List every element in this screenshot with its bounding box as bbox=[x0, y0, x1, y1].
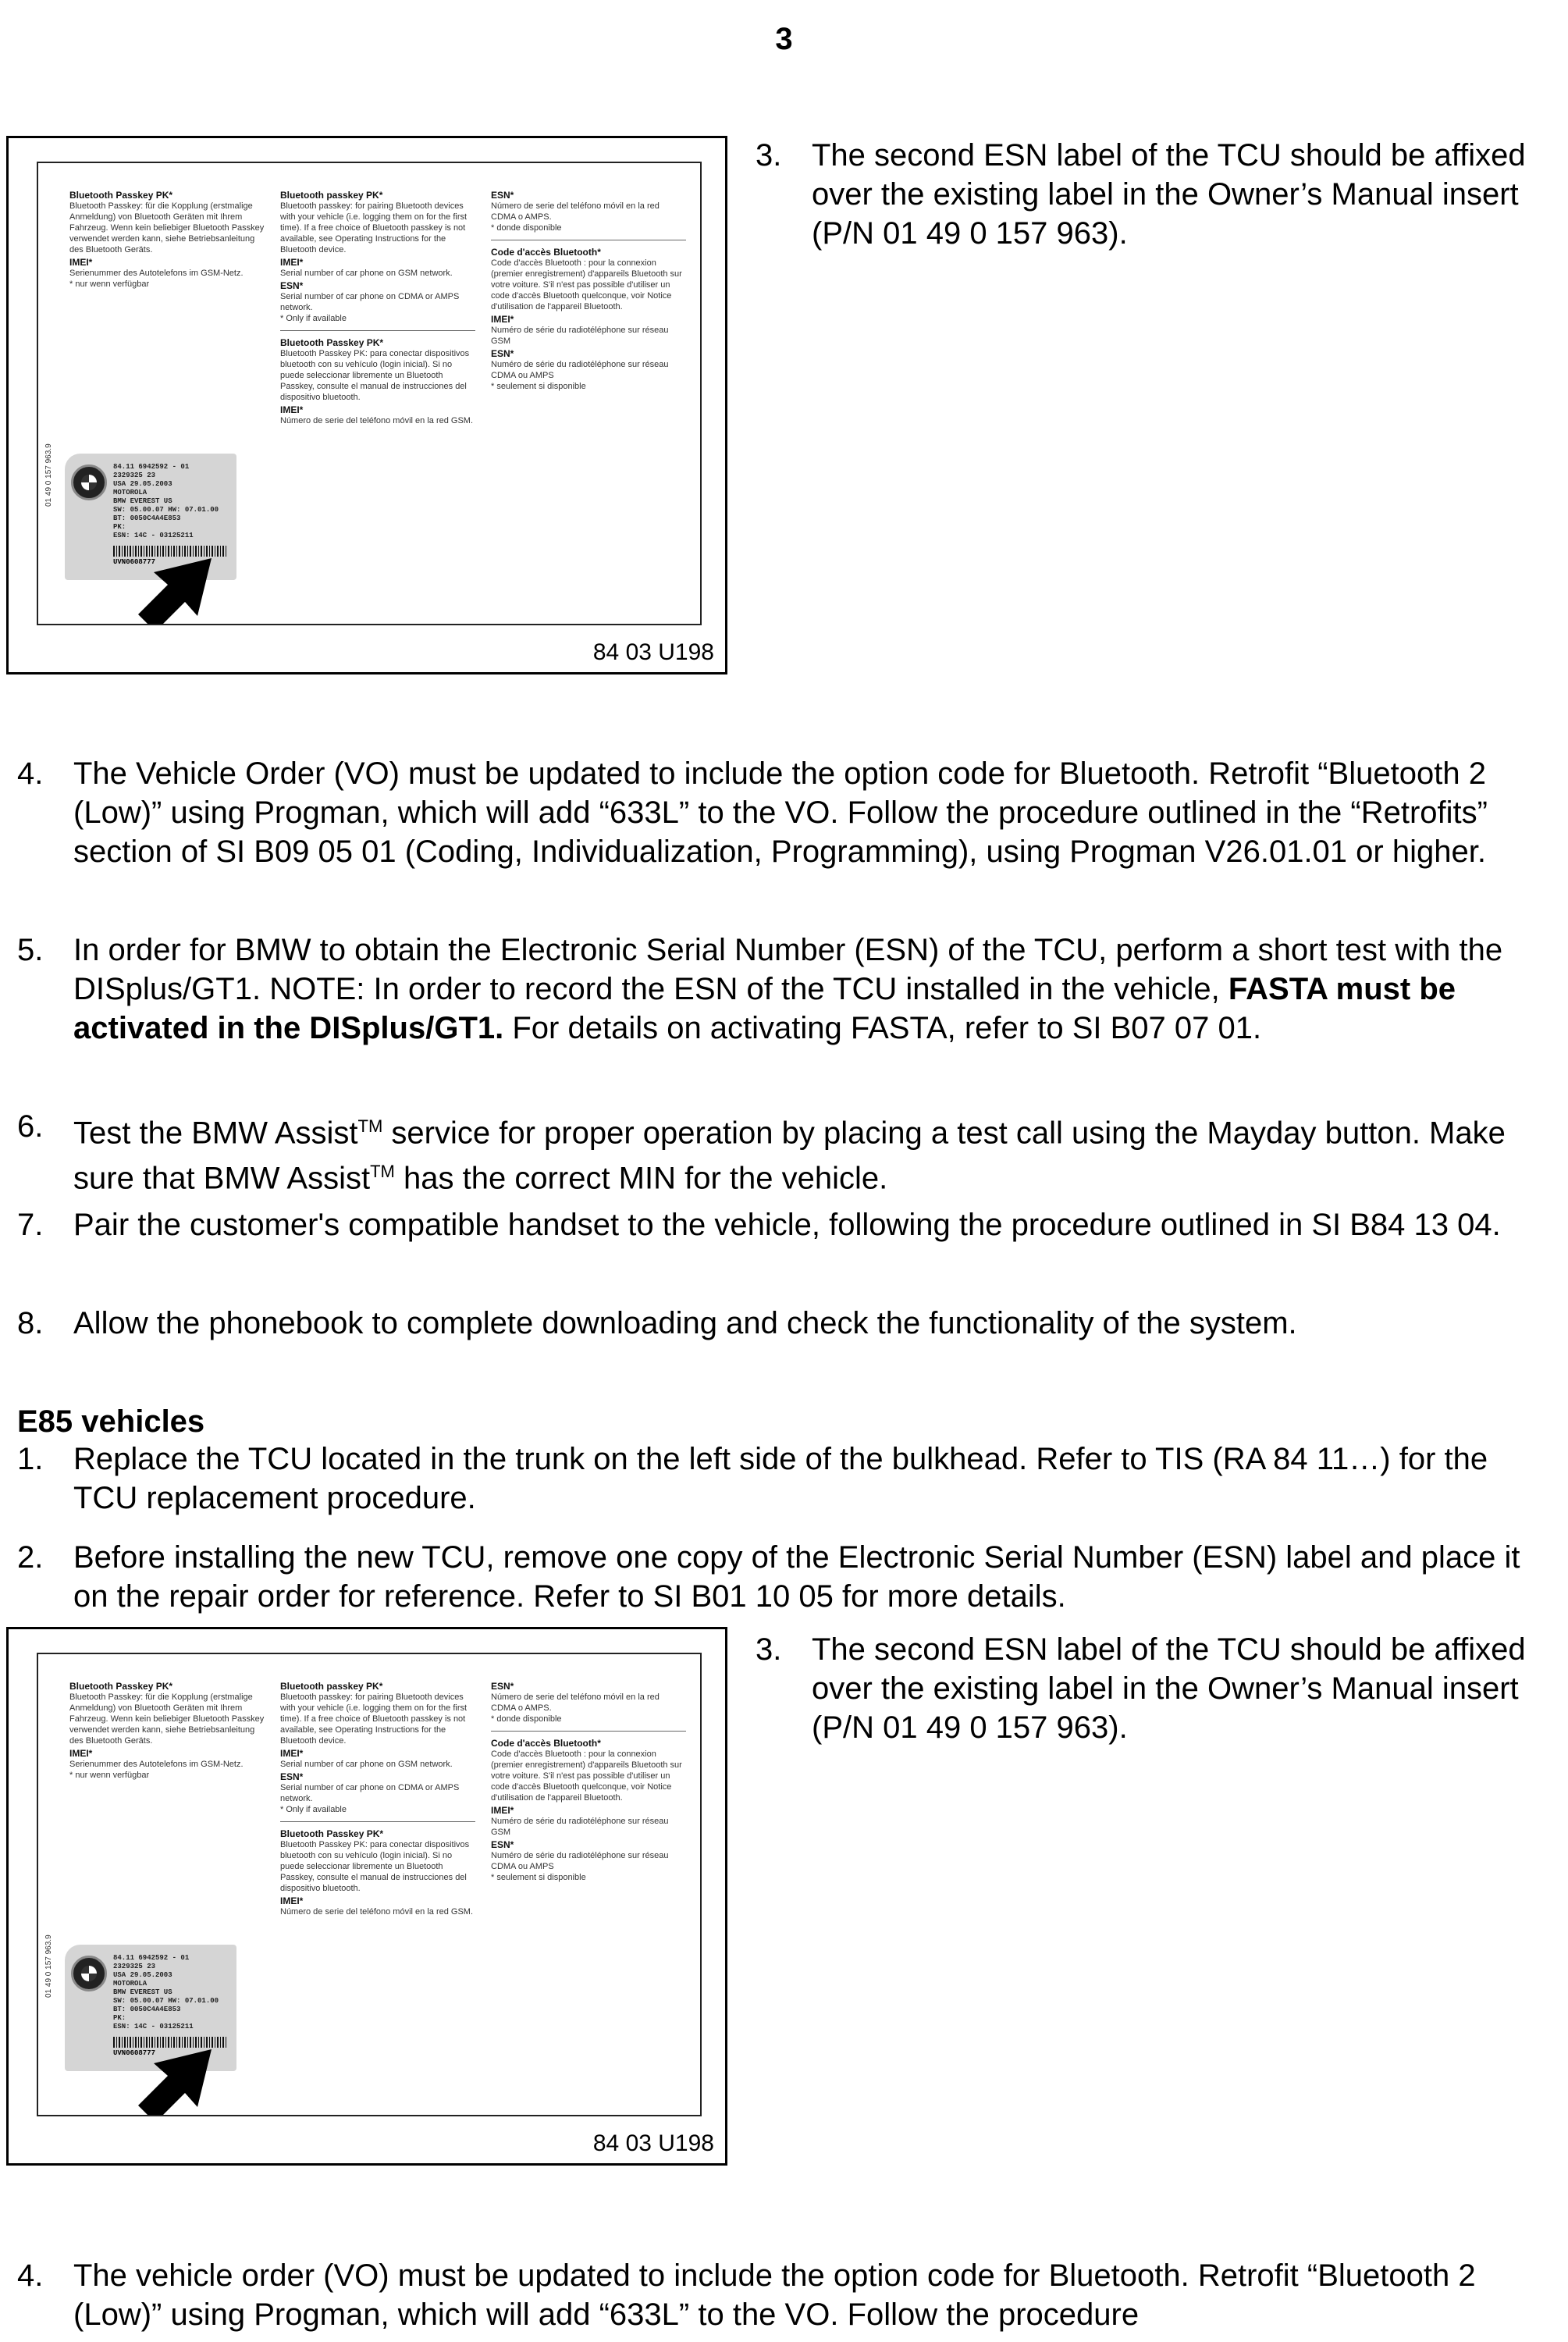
arrow-pointer-icon bbox=[130, 2045, 216, 2115]
insert-text: Número de serie del teléfono móvil en la red GSM. bbox=[280, 1907, 474, 1917]
insert-text: * seulement si disponible bbox=[491, 1873, 586, 1882]
label-line: MOTOROLA bbox=[113, 489, 148, 497]
label-text bbox=[113, 1954, 230, 2031]
insert-heading: IMEI* bbox=[280, 257, 304, 268]
label-serial: UVN0608777 bbox=[113, 558, 156, 566]
insert-heading: Bluetooth Passkey PK* bbox=[280, 1828, 384, 1839]
arrow-pointer-icon bbox=[130, 553, 216, 624]
step-7-pair-handset: 7. Pair the customer's compatible handset to the vehicle, following the procedure outlined in SI B84 13 04. bbox=[17, 1208, 1501, 1242]
label-line: PK: bbox=[113, 523, 126, 531]
insert-heading: IMEI* bbox=[491, 314, 514, 325]
divider bbox=[280, 1821, 475, 1822]
insert-text: Bluetooth passkey: for pairing Bluetooth devices with your vehicle (i.e. logging them on for the first time). If a free choice of Bluetooth passkey is not available, see Operating Instructions for the Bluetooth device. bbox=[280, 201, 468, 254]
insert-heading: Code d'accès Bluetooth* bbox=[491, 247, 601, 258]
insert-column bbox=[280, 1679, 475, 1917]
step-4-vehicle-order: 4. The Vehicle Order (VO) must be updated to include the option code for Bluetooth. Retrofit “Bluetooth 2 (Low)” using Progman, which will add “633L” to the VO. Follow the procedure outlined in the “Retrofits” section of SI B09 05 01 (Coding, Individualization, Programming), using Progman V26.01.01 or higher. bbox=[17, 756, 1488, 869]
insert-text: Bluetooth Passkey PK: para conectar dispositivos bluetooth con su vehículo (login inicial). Si no puede seleccionar libremente un Bluetooth Passkey, consulte el manual de instrucciones del dispositivo bluetooth. bbox=[280, 1840, 470, 1893]
insert-text: * seulement si disponible bbox=[491, 382, 586, 391]
divider bbox=[280, 330, 475, 331]
insert-heading: Bluetooth passkey PK* bbox=[280, 1681, 383, 1692]
insert-heading: IMEI* bbox=[491, 1805, 514, 1816]
insert-text: * nur wenn verfügbar bbox=[69, 279, 150, 289]
insert-heading: IMEI* bbox=[280, 1895, 304, 1906]
step-8-phonebook: 8. Allow the phonebook to complete downloading and check the functionality of the system. bbox=[17, 1306, 1297, 1340]
insert-heading: Code d'accès Bluetooth* bbox=[491, 1738, 601, 1749]
label-line: PK: bbox=[113, 2014, 126, 2022]
insert-text: Numéro de série du radiotéléphone sur réseau CDMA ou AMPS bbox=[491, 1851, 669, 1871]
insert-text: Bluetooth Passkey PK: para conectar dispositivos bluetooth con su vehículo (login inicial). Si no puede seleccionar libremente un Bluetooth Passkey, consulte el manual de instrucciones del dispositivo bluetooth. bbox=[280, 349, 470, 402]
insert-text: Serial number of car phone on CDMA or AMPS network. bbox=[280, 1783, 460, 1803]
step-3-esn-label: 3. The second ESN label of the TCU should be affixed over the existing label in the Owner’s Manual insert (P/N 01 49 0 157 963). bbox=[756, 138, 1526, 251]
trademark: TM bbox=[370, 1162, 395, 1182]
insert-heading: ESN* bbox=[491, 190, 514, 201]
part-number-vertical: 01 49 0 157 963.9 bbox=[44, 443, 53, 507]
insert-text: Numéro de série du radiotéléphone sur réseau CDMA ou AMPS bbox=[491, 360, 669, 380]
insert-text: Code d'accès Bluetooth : pour la connexion (premier enregistrement) d'appareils Bluetooth sur votre voiture. S'il n'est pas possible d'utiliser un code d'accès Bluetooth quelconque, voir Notice d'utilisation de l'appareil Bluetooth. bbox=[491, 1749, 682, 1803]
label-line: BMW EVEREST US bbox=[113, 1988, 172, 1996]
label-text bbox=[113, 463, 230, 540]
insert-text: Serial number of car phone on GSM network. bbox=[280, 269, 453, 278]
label-line: ESN: 14C - 03125211 bbox=[113, 532, 194, 539]
insert-text: * donde disponible bbox=[491, 1714, 562, 1724]
label-line: 84.11 6942592 - 01 bbox=[113, 463, 190, 471]
insert-text: Número de serie del teléfono móvil en la red CDMA o AMPS. bbox=[491, 201, 660, 222]
insert-text: * Only if available bbox=[280, 314, 347, 323]
section-heading-e85: E85 vehicles bbox=[17, 1404, 205, 1439]
label-serial: UVN0608777 bbox=[113, 2049, 156, 2057]
insert-heading: ESN* bbox=[491, 1681, 514, 1692]
fasta-note: FASTA must be activated in the DISplus/GT1. bbox=[73, 972, 1456, 1045]
part-number-vertical: 01 49 0 157 963.9 bbox=[44, 1934, 53, 1998]
insert-text: Serienummer des Autotelefons im GSM-Netz. bbox=[69, 269, 244, 278]
trademark: TM bbox=[357, 1116, 383, 1136]
insert-text: Numéro de série du radiotéléphone sur réseau GSM bbox=[491, 1817, 669, 1837]
step-5-esn-short-test: 5. In order for BMW to obtain the Electronic Serial Number (ESN) of the TCU, perform a short test with the DISplus/GT1. NOTE: In order to record the ESN of the TCU installed in the vehicle, FASTA must be activated in the DISplus/GT1. For details on activating FASTA, refer to SI B07 07 01. bbox=[17, 933, 1503, 1045]
owners-manual-insert-figure bbox=[6, 1627, 727, 2166]
step-1-replace-tcu: 1. Replace the TCU located in the trunk on the left side of the bulkhead. Refer to TIS (RA 84 11…) for the TCU replacement procedure. bbox=[17, 1442, 1488, 1515]
owners-manual-insert-figure bbox=[6, 136, 727, 674]
divider bbox=[491, 1731, 686, 1732]
step-2-esn-label-repair-order: 2. Before installing the new TCU, remove one copy of the Electronic Serial Number (ESN) label and place it on the repair order for reference. Refer to SI B01 10 05 for more details. bbox=[17, 1540, 1520, 1614]
figure-code: 84 03 U198 bbox=[592, 639, 714, 665]
insert-heading: ESN* bbox=[280, 280, 304, 291]
insert-card bbox=[37, 1653, 702, 2116]
insert-heading: IMEI* bbox=[280, 1748, 304, 1759]
insert-column bbox=[280, 188, 475, 426]
label-line: SW: 05.00.07 HW: 07.01.00 bbox=[113, 506, 219, 514]
page-number: 3 bbox=[775, 22, 793, 56]
bmw-logo-icon bbox=[71, 1956, 107, 1991]
insert-heading: IMEI* bbox=[69, 1748, 93, 1759]
insert-text: Serial number of car phone on GSM network. bbox=[280, 1760, 453, 1769]
insert-heading: Bluetooth Passkey PK* bbox=[69, 190, 173, 201]
insert-heading: ESN* bbox=[491, 1839, 514, 1850]
label-line: USA 29.05.2003 bbox=[113, 480, 172, 488]
insert-heading: Bluetooth passkey PK* bbox=[280, 190, 383, 201]
insert-heading: IMEI* bbox=[280, 404, 304, 415]
label-line: 84.11 6942592 - 01 bbox=[113, 1954, 190, 1962]
insert-text: Numéro de série du radiotéléphone sur réseau GSM bbox=[491, 326, 669, 346]
insert-heading: IMEI* bbox=[69, 257, 93, 268]
label-line: BMW EVEREST US bbox=[113, 497, 172, 505]
insert-heading: ESN* bbox=[491, 348, 514, 359]
label-line: BT: 0050C4A4E853 bbox=[113, 2006, 181, 2013]
insert-text: Bluetooth Passkey: für die Kopplung (erstmalige Anmeldung) von Bluetooth Geräten mit Ihrem Fahrzeug. Wenn kein beliebiger Bluetooth Passkey verwendet werden kann, siehe Betriebsanleitung des Bluetooth Geräts. bbox=[69, 1692, 265, 1746]
insert-text: Code d'accès Bluetooth : pour la connexion (premier enregistrement) d'appareils Bluetooth sur votre voiture. S'il n'est pas possible d'utiliser un code d'accès Bluetooth quelconque, voir Notice d'utilisation de l'appareil Bluetooth. bbox=[491, 258, 682, 311]
label-line: MOTOROLA bbox=[113, 1980, 148, 1988]
insert-column bbox=[69, 1679, 265, 1781]
insert-column bbox=[69, 188, 265, 290]
figure-code: 84 03 U198 bbox=[592, 2130, 714, 2156]
label-line: USA 29.05.2003 bbox=[113, 1971, 172, 1979]
bmw-logo-icon bbox=[71, 464, 107, 500]
insert-text: Serial number of car phone on CDMA or AMPS network. bbox=[280, 292, 460, 312]
insert-column bbox=[491, 188, 686, 392]
insert-text: Bluetooth Passkey: für die Kopplung (erstmalige Anmeldung) von Bluetooth Geräten mit Ihrem Fahrzeug. Wenn kein beliebiger Bluetooth Passkey verwendet werden kann, siehe Betriebsanleitung des Bluetooth Geräts. bbox=[69, 201, 265, 254]
insert-text: Número de serie del teléfono móvil en la red GSM. bbox=[280, 416, 474, 425]
insert-heading: Bluetooth Passkey PK* bbox=[69, 1681, 173, 1692]
insert-heading: ESN* bbox=[280, 1771, 304, 1782]
insert-text: Serienummer des Autotelefons im GSM-Netz. bbox=[69, 1760, 244, 1769]
step-6-test-assist: 6. Test the BMW Assist™ service for proper operation by placing a test call using the Mayday button. Make sure that BMW Assist™ has the correct MIN for the vehicle. bbox=[17, 1109, 1506, 1196]
insert-text: * donde disponible bbox=[491, 223, 562, 233]
label-line: 2329325 23 bbox=[113, 472, 156, 479]
insert-card bbox=[37, 162, 702, 625]
label-line: ESN: 14C - 03125211 bbox=[113, 2023, 194, 2031]
insert-text: * Only if available bbox=[280, 1805, 347, 1814]
insert-column bbox=[491, 1679, 686, 1883]
label-line: 2329325 23 bbox=[113, 1963, 156, 1970]
label-line: BT: 0050C4A4E853 bbox=[113, 514, 181, 522]
insert-heading: Bluetooth Passkey PK* bbox=[280, 337, 384, 348]
label-line: SW: 05.00.07 HW: 07.01.00 bbox=[113, 1997, 219, 2005]
insert-text: Bluetooth passkey: for pairing Bluetooth devices with your vehicle (i.e. logging them on for the first time). If a free choice of Bluetooth passkey is not available, see Operating Instructions for the Bluetooth device. bbox=[280, 1692, 468, 1746]
insert-text: * nur wenn verfügbar bbox=[69, 1771, 150, 1780]
step-4-vehicle-order: 4. The vehicle order (VO) must be updated to include the option code for Bluetooth. Retrofit “Bluetooth 2 (Low)” using Progman, which will add “633L” to the VO. Follow the procedure bbox=[17, 2258, 1476, 2332]
step-3-esn-label: 3. The second ESN label of the TCU should be affixed over the existing label in the Owner’s Manual insert (P/N 01 49 0 157 963). bbox=[756, 1632, 1526, 1745]
insert-text: Número de serie del teléfono móvil en la red CDMA o AMPS. bbox=[491, 1692, 660, 1713]
